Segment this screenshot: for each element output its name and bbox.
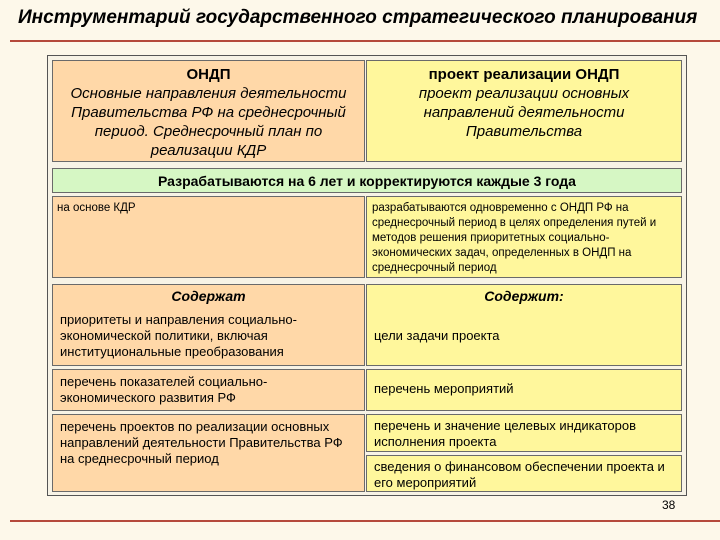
project-item-3-text: перечень и значение целевых индикаторов исполнения проекта [374, 418, 636, 449]
ondp-basis-text: на основе КДР [57, 202, 136, 214]
footer-divider [10, 520, 720, 522]
project-item-1-text: цели задачи проекта [374, 328, 500, 343]
page-number: 38 [662, 498, 676, 512]
ondp-contains-label-text: Содержат [171, 288, 246, 304]
ondp-item-3-text: перечень проектов по реализации основных направлений деятельности Правительства РФ на среднесрочный период [60, 419, 343, 466]
project-item-1 [366, 308, 682, 366]
project-item-4 [366, 455, 682, 492]
project-item-2-text: перечень мероприятий [374, 381, 514, 396]
period-banner-text: Разрабатываются на 6 лет и корректируются каждые 3 года [158, 173, 576, 189]
ondp-item-1-text: приоритеты и направления социально-экономической политики, включая институциональные преобразования [60, 312, 297, 359]
project-basis-text: разрабатываются одновременно с ОНДП РФ на среднесрочный период в целях определения путей и методов решения приоритетных социально-экономических задач, определенных в ОНДП на среднесрочный период [372, 202, 657, 274]
project-basis-cell [366, 196, 682, 278]
ondp-item-1 [52, 308, 365, 366]
project-item-2 [366, 369, 682, 411]
project-contains-label [366, 284, 682, 308]
ondp-header-cell [52, 60, 365, 162]
project-header-cell [366, 60, 682, 162]
ondp-item-3 [52, 414, 365, 492]
project-description: проект реализации основных направлений деятельности Правительства [418, 85, 630, 140]
ondp-basis-cell [52, 196, 365, 278]
ondp-item-2-text: перечень показателей социально-экономического развития РФ [60, 374, 268, 405]
project-contains-label-text: Содержит: [484, 288, 564, 304]
title-divider [10, 40, 720, 42]
project-item-3 [366, 414, 682, 452]
period-banner [52, 168, 682, 193]
ondp-title: ОНДП [186, 66, 231, 83]
ondp-contains-label [52, 284, 365, 308]
project-title: проект реализации ОНДП [428, 66, 620, 83]
slide-title: Инструментарий государственного стратегического планирования [18, 7, 698, 28]
ondp-description: Основные направления деятельности Правительства РФ на среднесрочный период. Среднесрочный план по реализации КДР [70, 85, 347, 159]
ondp-item-2 [52, 369, 365, 411]
project-item-4-text: сведения о финансовом обеспечении проекта и его мероприятий [374, 459, 665, 490]
